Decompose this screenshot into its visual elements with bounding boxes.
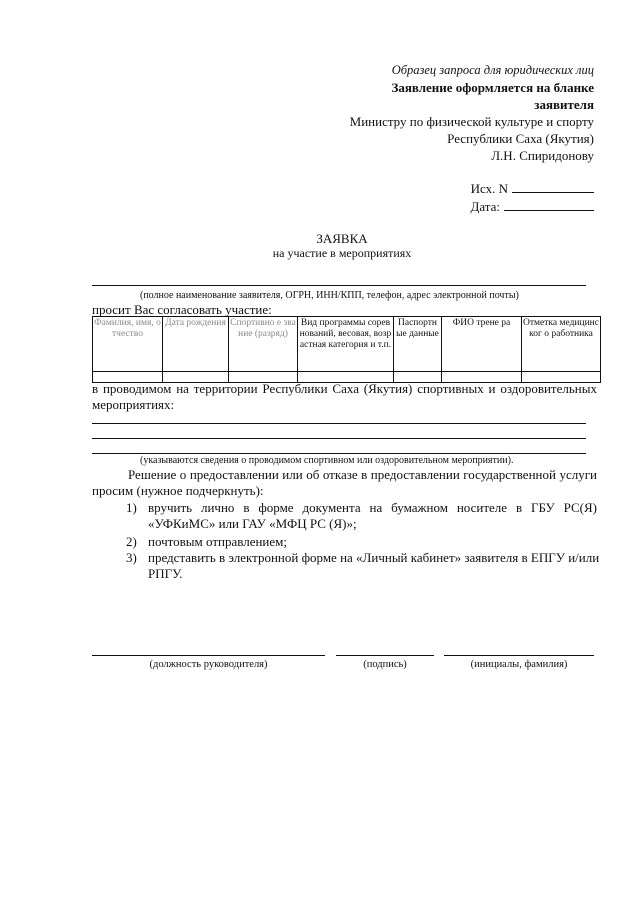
table-header-row: [93, 317, 601, 372]
events-line-1: [92, 423, 586, 424]
document-title: ЗАЯВКА: [316, 231, 368, 246]
col-header-birth-date: Дата рождения: [163, 317, 229, 372]
outgoing-number-field: [471, 181, 594, 197]
col-header-sport-rank: Спортивно е звание (разряд): [229, 317, 298, 372]
date-label: Дата:: [470, 199, 500, 214]
col-header-program-type: Вид программы соревнований, весовая, возрастная категория и т.п.: [298, 317, 394, 372]
document-subtitle: на участие в мероприятиях: [272, 246, 412, 260]
events-line-3: [92, 453, 586, 454]
option-number-3: 3): [126, 550, 137, 565]
decision-text-line-2: просим (нужное подчеркнуть):: [92, 483, 264, 498]
option-1-line-2: «УФКиМС» или ГАУ «МФЦ РС (Я)»;: [148, 516, 357, 531]
option-3-line-1: представить в электронной форме на «Личный кабинет» заявителя в ЕПГУ и/или: [148, 550, 600, 565]
option-number-2: 2): [126, 534, 137, 549]
events-text-line-1: в проводимом на территории Республики Саха (Якутия) спортивных и оздоровительных: [92, 381, 597, 396]
name-signature-line: [444, 655, 594, 656]
date-blank: [504, 199, 594, 211]
outgoing-number-label: Исх. N: [470, 181, 508, 196]
sample-note: Образец запроса для юридических лиц: [391, 63, 594, 77]
events-hint: (указываются сведения о проводимом спортивном или оздоровительном мероприятии).: [140, 455, 514, 466]
option-2-line-1: почтовым отправлением;: [148, 534, 288, 549]
form-note-line-1: Заявление оформляется на бланке: [391, 80, 594, 95]
decision-text-line-1: Решение о предоставлении или об отказе в предоставлении государственной услуги: [128, 467, 597, 482]
participants-table: [92, 316, 601, 383]
col-header-medical-mark: Отметка медицинског о работника: [522, 317, 601, 372]
option-number-1: 1): [126, 500, 137, 515]
signature-line: [336, 655, 434, 656]
col-header-passport: Паспортн ые данные: [394, 317, 442, 372]
option-1-line-1: вручить лично в форме документа на бумажном носителе в ГБУ РС(Я): [148, 500, 597, 515]
position-signature-line: [92, 655, 325, 656]
form-note-line-2: заявителя: [534, 97, 594, 112]
col-header-full-name: Фамилия, имя, отчество: [93, 317, 163, 372]
date-field: [470, 199, 594, 215]
position-hint: (должность руководителя): [149, 659, 268, 670]
applicant-name-line: [92, 285, 586, 286]
request-text: просит Вас согласовать участие:: [92, 302, 272, 317]
events-text-line-2: мероприятиях:: [92, 397, 175, 412]
signature-hint: (подпись): [363, 659, 407, 670]
applicant-hint: (полное наименование заявителя, ОГРН, ИНН/КПП, телефон, адрес электронной почты): [140, 290, 519, 301]
events-line-2: [92, 438, 586, 439]
outgoing-number-blank: [512, 181, 594, 193]
recipient-line-3: Л.Н. Спиридонову: [491, 148, 594, 163]
recipient-line-2: Республики Саха (Якутия): [447, 131, 594, 146]
col-header-coach: ФИО трене ра: [442, 317, 522, 372]
recipient-line-1: Министру по физической культуре и спорту: [349, 114, 594, 129]
name-hint: (инициалы, фамилия): [470, 659, 568, 670]
option-3-line-2: РПГУ.: [148, 566, 183, 581]
